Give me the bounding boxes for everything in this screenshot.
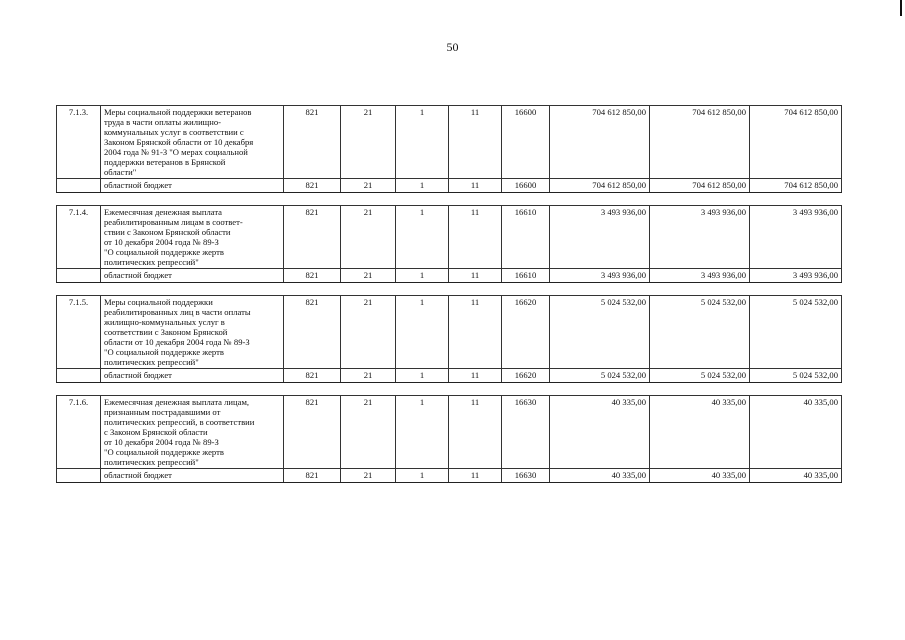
amount-year-2: 40 335,00 <box>650 469 750 483</box>
table-row <box>57 106 842 179</box>
code-ministry: 821 <box>284 369 341 383</box>
code-ministry: 821 <box>284 106 341 179</box>
amount-year-2: 40 335,00 <box>650 396 750 469</box>
subrow-label: областной бюджет <box>101 469 284 483</box>
amount-year-1: 3 493 936,00 <box>550 206 650 269</box>
amount-year-1: 5 024 532,00 <box>550 296 650 369</box>
empty-index-cell <box>57 369 101 383</box>
subrow-label: областной бюджет <box>101 269 284 283</box>
code-direction: 16610 <box>502 206 550 269</box>
amount-year-3: 5 024 532,00 <box>750 369 842 383</box>
code-direction: 16610 <box>502 269 550 283</box>
budget-table <box>56 105 842 483</box>
code-direction: 16600 <box>502 106 550 179</box>
code-section: 11 <box>449 396 502 469</box>
code-direction: 16620 <box>502 369 550 383</box>
row-description: Ежемесячная денежная выплата лицам, признанным пострадавшими от политических репрессий, в соответствии с Законом Брянской области от 10 декабря 2004 года № 89-З "О социальной поддержке жертв политических репрессий" <box>101 396 284 469</box>
subrow-label: областной бюджет <box>101 369 284 383</box>
code-program: 21 <box>341 469 396 483</box>
table-subrow <box>57 369 842 383</box>
row-description: Меры социальной поддержки реабилитированных лиц в части оплаты жилищно-коммунальных услуг в соответствии с Законом Брянской области от 10 декабря 2004 года № 89-З "О социальной поддержке жертв политических репрессий" <box>101 296 284 369</box>
amount-year-3: 40 335,00 <box>750 396 842 469</box>
amount-year-3: 3 493 936,00 <box>750 206 842 269</box>
empty-index-cell <box>57 269 101 283</box>
code-direction: 16630 <box>502 396 550 469</box>
row-index: 7.1.4. <box>57 206 101 269</box>
row-spacer <box>57 283 842 296</box>
code-direction: 16600 <box>502 179 550 193</box>
code-program: 21 <box>341 269 396 283</box>
amount-year-2: 5 024 532,00 <box>650 369 750 383</box>
subrow-label: областной бюджет <box>101 179 284 193</box>
amount-year-1: 40 335,00 <box>550 469 650 483</box>
row-spacer <box>57 193 842 206</box>
code-program: 21 <box>341 179 396 193</box>
amount-year-1: 40 335,00 <box>550 396 650 469</box>
code-section: 11 <box>449 106 502 179</box>
code-section: 11 <box>449 296 502 369</box>
code-subprogram: 1 <box>396 179 449 193</box>
amount-year-3: 3 493 936,00 <box>750 269 842 283</box>
code-subprogram: 1 <box>396 106 449 179</box>
row-index: 7.1.6. <box>57 396 101 469</box>
code-subprogram: 1 <box>396 396 449 469</box>
code-direction: 16620 <box>502 296 550 369</box>
row-description: Ежемесячная денежная выплата реабилитированным лицам в соответ- ствии с Законом Брянской области от 10 декабря 2004 года № 89-З "О социальной поддержке жертв политических репрессий" <box>101 206 284 269</box>
row-description: Меры социальной поддержки ветеранов труда в части оплаты жилищно- коммунальных услуг в соответствии с Законом Брянской области от 10 декабря 2004 года № 91-З "О мерах социальной поддержки ветеранов в Брянской области" <box>101 106 284 179</box>
page-number: 50 <box>446 40 459 54</box>
amount-year-1: 3 493 936,00 <box>550 269 650 283</box>
code-program: 21 <box>341 396 396 469</box>
code-section: 11 <box>449 469 502 483</box>
amount-year-3: 704 612 850,00 <box>750 106 842 179</box>
amount-year-3: 5 024 532,00 <box>750 296 842 369</box>
table-row <box>57 396 842 469</box>
code-program: 21 <box>341 106 396 179</box>
amount-year-2: 3 493 936,00 <box>650 206 750 269</box>
code-program: 21 <box>341 296 396 369</box>
row-index: 7.1.5. <box>57 296 101 369</box>
amount-year-3: 40 335,00 <box>750 469 842 483</box>
row-spacer <box>57 383 842 396</box>
amount-year-3: 704 612 850,00 <box>750 179 842 193</box>
row-index: 7.1.3. <box>57 106 101 179</box>
amount-year-2: 3 493 936,00 <box>650 269 750 283</box>
code-subprogram: 1 <box>396 206 449 269</box>
code-subprogram: 1 <box>396 296 449 369</box>
edge-mark <box>900 0 902 16</box>
code-program: 21 <box>341 206 396 269</box>
table-row <box>57 296 842 369</box>
empty-index-cell <box>57 469 101 483</box>
code-section: 11 <box>449 369 502 383</box>
table-subrow <box>57 179 842 193</box>
code-ministry: 821 <box>284 296 341 369</box>
amount-year-1: 704 612 850,00 <box>550 106 650 179</box>
code-program: 21 <box>341 369 396 383</box>
table-subrow <box>57 269 842 283</box>
amount-year-1: 704 612 850,00 <box>550 179 650 193</box>
code-ministry: 821 <box>284 469 341 483</box>
code-subprogram: 1 <box>396 269 449 283</box>
amount-year-1: 5 024 532,00 <box>550 369 650 383</box>
code-section: 11 <box>449 269 502 283</box>
amount-year-2: 704 612 850,00 <box>650 106 750 179</box>
code-section: 11 <box>449 206 502 269</box>
code-ministry: 821 <box>284 396 341 469</box>
code-ministry: 821 <box>284 269 341 283</box>
code-ministry: 821 <box>284 179 341 193</box>
empty-index-cell <box>57 179 101 193</box>
code-direction: 16630 <box>502 469 550 483</box>
code-subprogram: 1 <box>396 469 449 483</box>
amount-year-2: 704 612 850,00 <box>650 179 750 193</box>
table-row <box>57 206 842 269</box>
code-section: 11 <box>449 179 502 193</box>
amount-year-2: 5 024 532,00 <box>650 296 750 369</box>
table-subrow <box>57 469 842 483</box>
code-ministry: 821 <box>284 206 341 269</box>
code-subprogram: 1 <box>396 369 449 383</box>
